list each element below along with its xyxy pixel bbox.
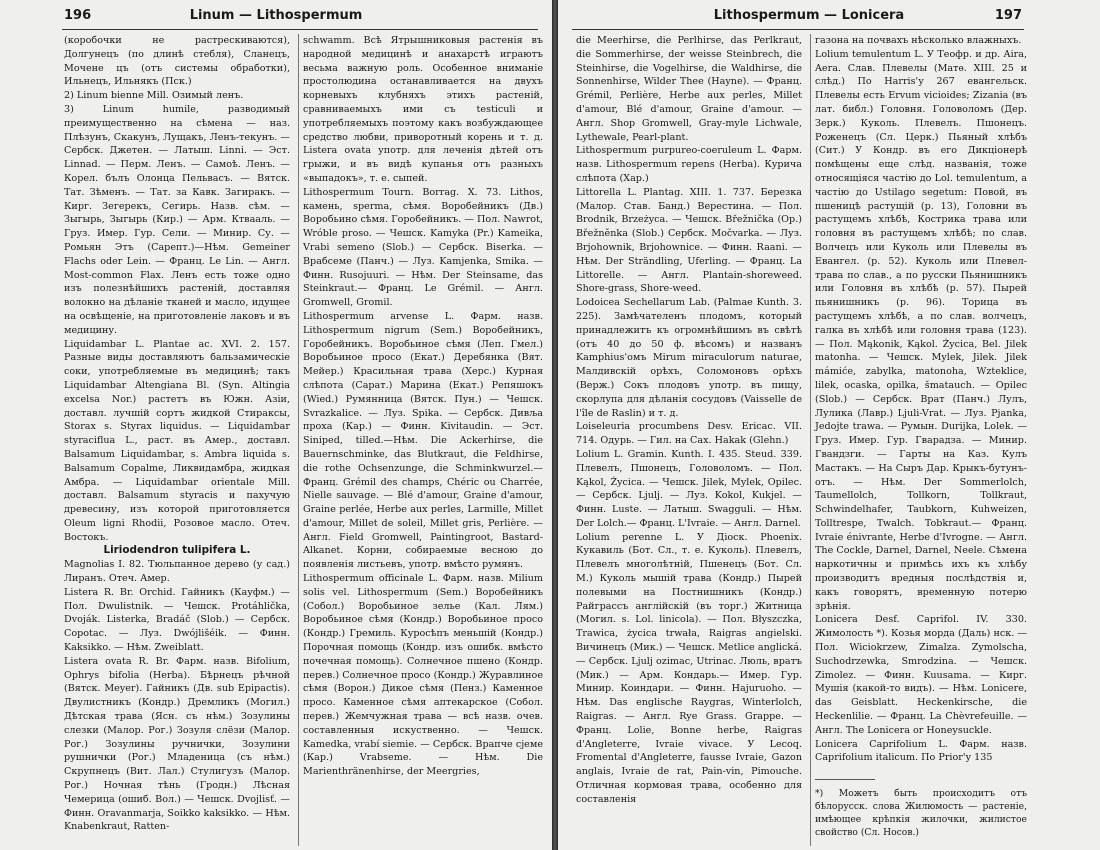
paragraph: Lonicera Desf. Caprifol. IV. 330. Жимолость *). Козья морда (Даль) нск. — Пол. Wiciokrzew, Zimalza. Zymolscha, Suchodrzewka, Smrodzina. — Чешск. Zimolez. — Финн. Kuusama. — Кирг. Мушія (какой-то видъ). — Нѣм. Lonicere, das Geisblatt. Heckenkirsche, die Heckenlilie. — Франц. La Chèvrefeuille. — Англ. The Lonicera or Honeysuckle.	[815, 614, 1027, 736]
right-page-header	[558, 6, 1100, 28]
paragraph: Liquidambar L. Plantae ac. XVI. 2. 157. Разные виды доставляютъ бальзамическіе соки, употребляемые въ медицинѣ; такъ Liquidambar Altengiana Bl. (Syn. Altingia excelsa Nor.) растетъ въ Южн. Азіи, доставл. лучшій сортъ жидкой Стираксы, Storax s. Styrax liquidus. — Liquidambar styraciflua L., раст. въ Амер., доставл. Balsamum Liquidambar, s. Ambra liquida s. Balsamum Copalme, Ликвидамбра, жидкая Амбра. — Liquidambar orientale Mill. доставл. Balsamum styracis и пахучую древесину, изъ которой приготовляется Oleum ligni Rhodii, Розовое масло. Отеч. Востокъ.	[64, 338, 290, 543]
page-number: 197	[994, 8, 1022, 23]
header-rule	[62, 29, 538, 30]
paragraph: Lodoicea Sechellarum Lab. (Palmae Kunth. 3. 225). Замѣчателенъ плодомъ, который принадлежитъ къ огромнѣйшимъ въ свѣтѣ (отъ 40 до 50 ф. вѣсомъ) и названъ Kamphius'омъ Mirum miraculorum naturae, Малдивскій орѣхъ, Соломоновъ орѣхъ (Верж.) Сокъ плодовъ употр. въ пищу, скорлупа для дѣланія сосудовъ (Vaisselle de l'île de Raslin) и т. д.	[576, 297, 802, 419]
running-title: Linum — Lithospermum	[189, 8, 363, 23]
paragraph: Lolium L. Gramin. Kunth. I. 435. Steud. 339. Плевелъ, Пшонецъ, Головоломъ. — Пол. Kąkol, Życica. — Чешск. Jilek, Mylek, Opilec. — Сербск. Ljulj. — Луз. Kokol, Kukjel. — Финн. Luste. — Латыш. Swagguli. — Нѣм. Der Lolch.— Франц. L'Ivraie. — Англ. Darnel.	[576, 448, 802, 529]
paragraph: Lithospermum purpureo-coeruleum L. Фарм. назв. Lithospermum repens (Herba). Курича слѣпота (Хар.)	[576, 145, 802, 184]
paragraph: Lolium perenne L. У Діоск. Phoenix. Кукавиль (Бот. Сл., т. е. Куколь). Плевелъ, Плевелъ многолѣтній, Пшенецъ (Бот. Сл. M.) Куколь мышій трава (Кондр.) Пырей полевыми на Постнишникъ (Кондр.) Райграссъ англійскій (въ торг.) Житница (Могил. s. Lol. linicola). — Пол. Błyszczka, Trawica, życica trwała, Raigras angielski. Вичинецъ (Мик.) — Чешск. Metlice anglická. — Сербск. Ljulj ozimac, Utrinac. Люль, вратъ (Мик.) — Арм. Кондарь.— Имер. Гур. Минир. Коиндари. — Финн. Hajuruoho. — Нѣм. Das englische Raygras, Winterlolch, Raigras. — Англ. Rye Grass. Grappe. — Франц. Lolie, Bonne herbe, Raigras d'Angleterre, Ivraie vivace. У Lecoq. Fromental d'Angleterre, fausse Ivraie, Gazon anglais, Ivraie de rat, Pain-vin, Pimouche. Отличная кормовая трава, особенно для составленія	[576, 531, 802, 805]
paragraph: газона на почвахъ нѣсколько влажныхъ.	[815, 35, 1022, 46]
paragraph: 2) Linum bienne Mill. Озимый ленъ.	[64, 90, 244, 102]
paragraph: schwamm. Всѣ Ятрышниковыя растенія въ народной медицинѣ и анахарстѣ играютъ весьма важную роль. Особенное вниманіе простолюдина останавливается на двухъ корневыхъ клубняхъ этихъ растеній, сравниваемыхъ ими съ testiculi и употребляемыхъ поэтому какъ возбуждающее средство любви, приворотный корень и т. д. Listera ovata употр. для леченія дѣтей отъ грыжи, и въ видѣ купанья отъ разныхъ «выпадокъ», т. е. сыпей.	[303, 35, 543, 184]
header-rule	[572, 29, 1024, 30]
right-column-1	[576, 34, 802, 846]
paragraph: die Meerhirse, die Perlhirse, das Perlkraut, die Sommerhirse, der weisse Steinbrech, die Steinhirse, die Vogelhirse, die Waldhirse, die Sonnenhirse, Wilder Thee (Hayne). — Франц. Grémil, Perlière, Herbe aux perles, Millet d'amour, Blé d'amour, Graine d'amour. — Англ. Shop Gromwell, Gray-myle Lichwale, Lythewale, Pearl-plant.	[576, 35, 802, 143]
footnote: *) Можетъ быть происходитъ отъ бѣлорусск. слова Жилюмость — растеніе, имѣющее крѣпкія жилочки, жилистое свойство (Сл. Носов.)	[815, 788, 1027, 838]
left-page-header	[0, 6, 552, 28]
paragraph: Lolium temulentum L. У Теофр. и др. Aira, Aera. Слав. Плевелы (Матѳ. XIII. 25 и слѣд.) По Harris'у 267 евангельск. Плевелы есть Ervum vicioides; Zizania (въ лат. библ.) Головня. Головоломъ (Дер. Зерк.) Куколь. Плевелъ. Пшонецъ. Роженецъ (Сл. Церк.) Пьяный хлѣбъ (Сит.) У Кондр. въ его Дикціонерѣ помѣщены еще слѣд. названія, тоже относящіяся частію до Lol. temulentum, а частію до Ustilago segetum: Повой, въ пшеницѣ растущій (р. 13), Головни въ растущемъ хлѣбѣ, Кострика трава или головня въ растущемъ хлѣбѣ; по слав. Волчецъ или Куколь или Плевелы въ Евангел. (р. 52). Куколь или Плевел-трава по слав., а по русски Пьянишникъ или Головня въ хлѣбѣ (р. 57). Пырей пьянишникъ (р. 96). Торица въ растущемъ хлѣбѣ, а по слав. волчецъ, галка въ хлѣбѣ или головня трава (123). — Пол. Mąkonik, Kąkol. Życica, Bel. Jilek matonha. — Чешск. Mylek, Jilek. Jilek mámiće, zabylka, matonoha, Wzteklice, lilek, ocaska, opilka, šmatauch. — Opilec (Slob.) — Сербск. Врат (Панч.) Лулъ, Лулика (Лавр.) Ljuli-Vrat. — Луз. Pjanka, Jedojte trawa. — Румын. Durijka, Lolek. — Груз. Имер. Гур. Гварадза. — Минир. Гвандзги. — Гарты на Каз. Кулъ Мастакъ. — На Сыръ Дар. Крыкъ-бутунъ-отъ. — Нѣм. Der Sommerlolch, Taumellolch, Tollkorn, Tollkraut, Schwindelhafer, Taubkorn, Kuhweizen, Tolltrespe, Twalch. Tobkraut.— Франц. Ivraie énivrante, Herbe d'Ivrogne. — Англ. The Cockle, Darnel, Darnel, Neele. Сѣмена наркотичны и примѣсь ихъ къ хлѣбу производитъ вредныя послѣдствія и, какъ говорятъ, временную потерю зрѣнія.	[815, 48, 1027, 612]
right-page	[558, 0, 1100, 850]
paragraph: Listera ovata R. Br. Фарм. назв. Bifolium, Ophrys bifolia (Herba). Бѣрнецъ рѣчной (Вятск. Meyer). Гайникъ (Дв. sub Epipactis). Двулистникъ (Кондр.) Дремликъ (Могил.) Дѣтская трава (Ясн. съ нѣм.) Зозулины слезки (Малор. Рог.) Зозуля слёзи (Малор. Рог.) Зозулины ручнички, Зозулини рушнички (Рог.) Младеница (съ нѣм.) Скрупнецъ (Вит. Лал.) Стулигузъ (Малор. Рог.) Ночная тѣнь (Гродн.) Лѣсная Чемерица (ошиб. Вол.) — Чешск. Dvojlisť. — Финн. Oravanmarja, Soikko kaksikko. — Нѣм. Knabenkraut, Ratten-	[64, 655, 290, 833]
paragraph: 3) Linum humile, разводимый преимущественно на сѣмена — наз. Плѣзунъ, Скакунъ, Лущакъ, Ленъ-текунъ. — Сербск. Джетен. — Латыш. Linni. — Эст. Linnad. — Перм. Ленъ. — Самоѣ. Ленъ. — Корел. бълъ Олонца Пельвасъ. — Вятск. Тат. Зѣменъ. — Тат. за Кавк. Загиракъ. — Кирг. Зегерекъ, Сегирь. Назв. сѣм. — Зыгырь, Зыгырь (Кир.) — Арм. Ктвааль. — Груз. Имер. Гур. Сели. — Минир. Су. — Ромьян Этъ (Сарепт.)—Нѣм. Gemeiner Flachs oder Lein. — Франц. Le Lin. — Англ. Most-common Flax. Ленъ есть тоже одно изъ полезнѣйшихъ растеній, доставляя волокно на дѣланіе тканей и масло, идущее на освѣщеніе, на приготовленіе лаковъ и въ медицину.	[64, 103, 290, 336]
paragraph: Lonicera Caprifolium L. Фарм. назв. Caprifolium italicum. По Prior'у 135	[815, 738, 1027, 764]
paragraph: Magnolias I. 82. Тюльпанное дерево (у сад.) Лиранъ. Отеч. Амер.	[64, 559, 290, 585]
running-title: Lithospermum — Lonicera	[713, 8, 905, 23]
right-column-2	[810, 34, 1027, 846]
left-column-1	[64, 34, 290, 846]
paragraph: Loiseleuria procumbens Desv. Ericac. VII. 714. Одурь. — Гил. на Сах. Hakak (Glehn.)	[576, 421, 802, 447]
paragraph: (коробочки не растрескиваются), Долгунецъ (по длинѣ стебля), Сланецъ, Мочене цъ (отъ системы обработки), Ильнецъ, Ильнякъ (Пск.)	[64, 35, 290, 88]
left-column-2	[298, 34, 543, 846]
paragraph: Littorella L. Plantag. XIII. 1. 737. Березка (Малор. Став. Банд.) Верестина. — Пол. Brodnik, Brzeżyca. — Чешск. Břežnička (Ор.) Břežněnka (Slob.) Сербск. Močvarka. — Луз. Brjohownik, Brjohowniсе. — Финн. Raani. — Нѣм. Der Strändling, Uferling. — Франц. La Littorelle. — Англ. Plantain-shoreweed. Shore-grass, Shore-weed.	[576, 186, 802, 295]
headword: Liriodendron tulipifera L.	[103, 544, 251, 557]
paragraph: Lithospermum Tourn. Borrag. X. 73. Lithos, камень, sperma, сѣмя. Воробейникъ (Дв.) Воробьино сѣмя. Горобейникъ. — Пол. Nawrot, Wróble proso. — Чешск. Kamyka (Pr.) Kameika, Vrabi semeno (Slob.) — Сербск. Biserka. — Врабсеме (Панч.) — Луз. Kamjenka, Smika. — Финн. Rusojuuri. — Нѣм. Der Steinsame, das Steinkraut.— Франц. Le Grémil. — Англ. Gromwell, Gromil.	[303, 186, 543, 309]
paragraph: Lithospermum officinale L. Фарм. назв. Milium solis vel. Lithospermum (Sem.) Воробейникъ (Собол.) Воробьиное зелье (Кал. Лям.) Воробьиное сѣмя (Кондр.) Воробьиное просо (Кондр.) Гремиль. Куросѣпъ меньшій (Кондр.) Порочная помощь (Кондр. изъ ошибк. вмѣсто почечная помощь). Солнечное пшено (Кондр. перев.) Солнечное просо (Кондр.) Журавлиное сѣмя (Ворон.) Дикое сѣмя (Пенз.) Каменное просо. Каменное сѣмя аптекарское (Собол. перев.) Жемчужная трава — всѣ назв. очев. составленныя искуственно. — Чешск. Kamedka, vrabí siemie. — Сербск. Врапче сјеме (Кар.) Vrabseme. — Нѣм. Die Marienthränenhirse, der Meergries,	[303, 573, 543, 778]
paragraph: Lithospermum arvense L. Фарм. назв. Lithospermum nigrum (Sem.) Воробейникъ, Горобейникъ. Воробьиное сѣмя (Леп. Гмел.) Воробьиное просо (Екат.) Деребянка (Вят. Мейер.) Красильная трава (Херс.) Курная слѣпота (Сарат.) Марина (Екат.) Репяшокъ (Wied.) Румянница (Вятск. Пун.) — Чешск. Svrazkalice. — Луз. Spika. — Сербск. Дивља проха (Кар.) — Финн. Kivitaudin. — Эст. Siniped, tilled.—Нѣм. Die Ackerhirse, die Bauernschminke, das Blutkraut, die Feldhirse, die rothe Ochsenzunge, die Schminkwurzel.—Франц. Grémil des champs, Chéric ou Charrée, Nielle sauvage. — Blé d'amour, Graine d'amour, Graine perlée, Herbe aux perles, Larmille, Millet d'amour, Millet de soleil, Millet gris, Perlière. — Англ. Field Gromwell, Paintingroot, Bastard-Alkanet. Корни, собираемые весною до появленія листьевъ, употр. вмѣсто румянъ.	[303, 310, 543, 571]
footnote-separator	[815, 779, 875, 780]
paragraph: Listera R. Br. Orchid. Гайникъ (Кауфм.) — Пол. Dwulistnik. — Чешск. Protáhlička, Dvoják. Listerka, Bradáč (Slob.) — Сербск. Copotac. — Луз. Dwójlišéik. — Финн. Kaksikko. — Нѣм. Zweiblatt.	[64, 586, 290, 654]
page-number: 196	[64, 8, 92, 23]
